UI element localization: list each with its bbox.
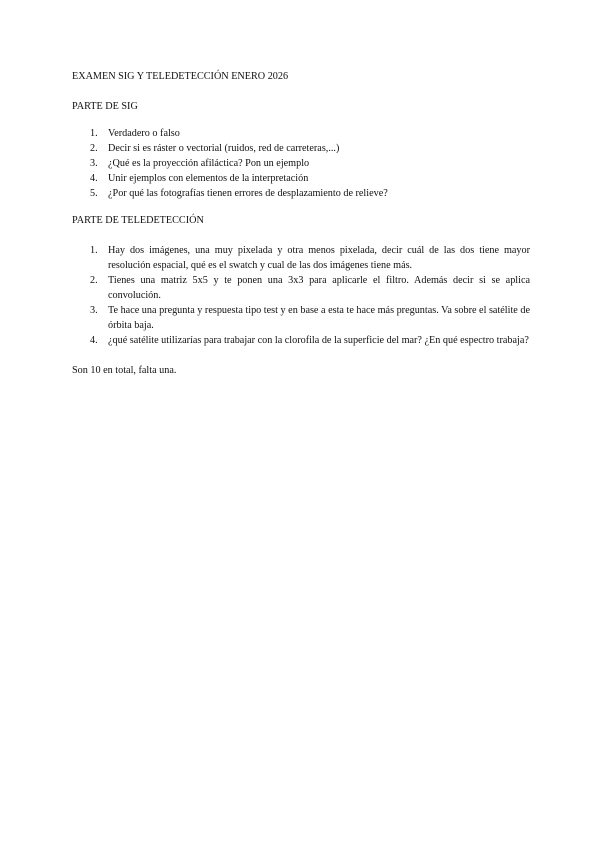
item-text: Tienes una matriz 5x5 y te ponen una 3x3 para aplicarle el filtro. Además decir si se aplica convolución. [108, 275, 530, 301]
closing-note: Son 10 en total, falta una. [72, 365, 177, 376]
item-number: 1. [90, 245, 98, 256]
item-text: ¿Qué es la proyección afiláctica? Pon un ejemplo [108, 158, 310, 169]
item-number: 3. [90, 158, 98, 169]
section-heading-sig: PARTE DE SIG [72, 101, 138, 112]
list-item [72, 303, 530, 333]
item-text: ¿Por qué las fotografías tienen errores de desplazamiento de relieve? [108, 188, 388, 199]
item-number: 2. [90, 275, 98, 286]
item-text: ¿qué satélite utilizarías para trabajar con la clorofila de la superficie del mar? ¿En qué espectro trabaja? [108, 335, 529, 346]
item-number: 5. [90, 188, 98, 199]
teledeteccion-question-list [72, 243, 530, 348]
document-page [72, 69, 530, 378]
list-item [72, 126, 530, 141]
item-number: 1. [90, 128, 98, 139]
item-text: Hay dos imágenes, una muy pixelada y otra menos pixelada, decir cuál de las dos tiene mayor resolución espacial, qué es el swatch y cual de las dos imágenes tiene más. [108, 245, 530, 271]
item-text: Verdadero o falso [108, 128, 180, 139]
list-item [72, 273, 530, 303]
document-title: EXAMEN SIG Y TELEDETECCIÓN ENERO 2026 [72, 71, 289, 82]
item-number: 3. [90, 305, 98, 316]
list-item [72, 156, 530, 171]
sig-question-list [72, 126, 530, 201]
item-number: 4. [90, 335, 98, 346]
item-text: Unir ejemplos con elementos de la interpretación [108, 173, 309, 184]
item-text: Decir si es ráster o vectorial (ruidos, red de carreteras,...) [108, 143, 340, 154]
list-item [72, 141, 530, 156]
item-number: 2. [90, 143, 98, 154]
list-item [72, 243, 530, 273]
item-text: Te hace una pregunta y respuesta tipo test y en base a esta te hace más preguntas. Va sobre el satélite de órbita baja. [108, 305, 530, 331]
list-item [72, 186, 530, 201]
list-item [72, 333, 530, 348]
item-number: 4. [90, 173, 98, 184]
section-heading-teledeteccion: PARTE DE TELEDETECCIÓN [72, 215, 204, 226]
list-item [72, 171, 530, 186]
